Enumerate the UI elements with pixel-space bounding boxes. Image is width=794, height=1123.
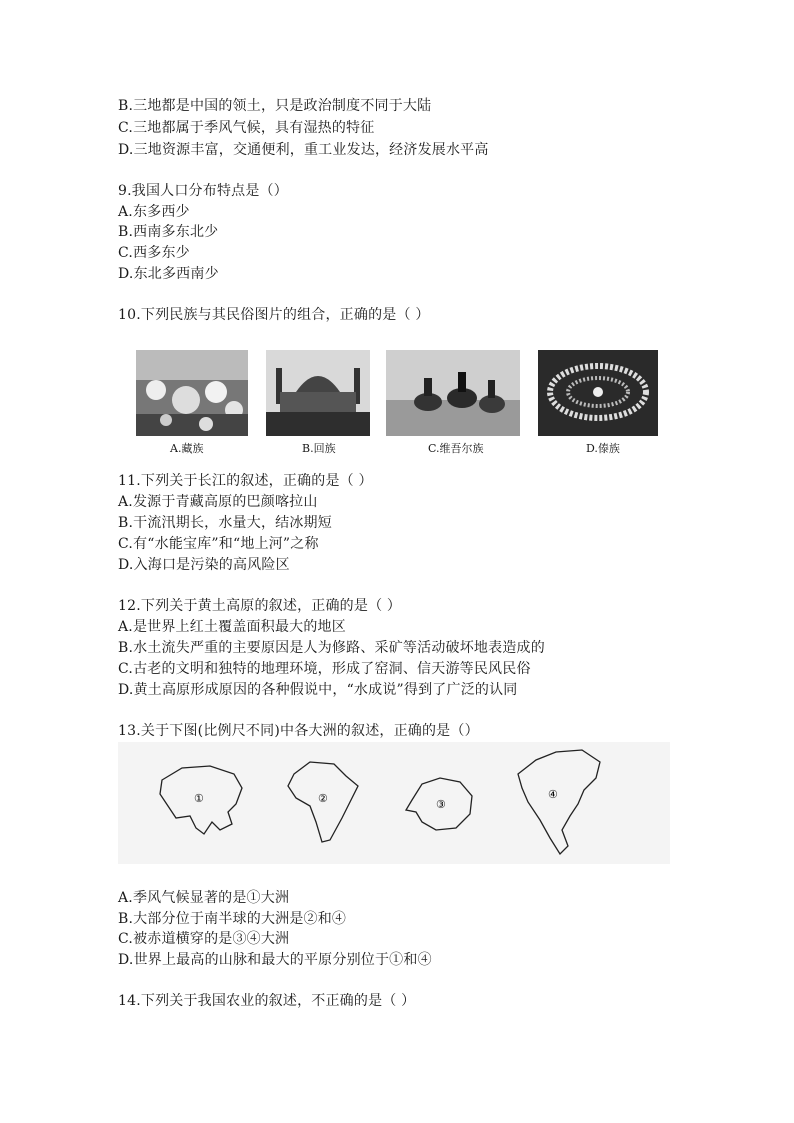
caption-b: B.回族: [302, 442, 336, 455]
q11-stem: 11.下列关于长江的叙述，正确的是（ ）: [118, 473, 373, 489]
q13-option-d: D.世界上最高的山脉和最大的平原分别位于①和④: [118, 952, 432, 968]
photo-b-mosque: [266, 350, 370, 436]
q14-stem: 14.下列关于我国农业的叙述，不正确的是（ ）: [118, 993, 416, 1009]
photo-c-horse-riding: [386, 350, 520, 436]
q12-option-c: C.古老的文明和独特的地理环境，形成了窑洞、信天游等民风民俗: [118, 661, 531, 677]
q13-option-b: B.大部分位于南半球的大洲是②和④: [118, 911, 347, 927]
caption-d: D.傣族: [586, 442, 620, 455]
photo-d-circle-dance: [538, 350, 658, 436]
continent-map-4-north-america: [512, 746, 606, 860]
caption-a: A.藏族: [170, 442, 204, 455]
continent-map-3-antarctica: [404, 770, 480, 838]
q11-option-b: B.干流汛期长，水量大，结冰期短: [118, 515, 332, 531]
continent-map-1-asia: [154, 760, 246, 846]
caption-c: C.维吾尔族: [428, 442, 484, 455]
q12-stem: 12.下列关于黄土高原的叙述，正确的是（ ）: [118, 598, 402, 614]
q13-continent-maps: [118, 742, 670, 864]
q12-option-b: B.水土流失严重的主要原因是人为修路、采矿等活动破坏地表造成的: [118, 640, 545, 656]
q9-option-c: C.西多东少: [118, 245, 190, 261]
q12-option-a: A.是世界上红土覆盖面积最大的地区: [118, 619, 346, 635]
q8-option-d: D.三地资源丰富，交通便利，重工业发达，经济发展水平高: [118, 142, 489, 158]
q11-option-d: D.入海口是污染的高风险区: [118, 557, 290, 573]
map-label-4: ④: [548, 788, 558, 801]
q11-option-a: A.发源于青藏高原的巴颜喀拉山: [118, 494, 318, 510]
q9-option-b: B.西南多东北少: [118, 224, 219, 240]
photo-a-water-festival: [136, 350, 248, 436]
q10-photo-strip: [118, 338, 670, 464]
q9-stem: 9.我国人口分布特点是（）: [118, 183, 288, 199]
q10-stem: 10.下列民族与其民俗图片的组合，正确的是（ ）: [118, 307, 430, 323]
map-label-2: ②: [318, 792, 328, 805]
q13-stem: 13.关于下图(比例尺不同)中各大洲的叙述，正确的是（）: [118, 723, 479, 739]
q9-option-a: A.东多西少: [118, 204, 190, 220]
map-label-1: ①: [194, 792, 204, 805]
q8-option-b: B.三地都是中国的领土，只是政治制度不同于大陆: [118, 98, 432, 114]
q11-option-c: C.有“水能宝库”和“地上河”之称: [118, 536, 319, 552]
continent-map-2-africa: [284, 756, 364, 848]
map-label-3: ③: [436, 798, 446, 811]
q12-option-d: D.黄土高原形成原因的各种假说中，“水成说”得到了广泛的认同: [118, 682, 518, 698]
q8-option-c: C.三地都属于季风气候，具有湿热的特征: [118, 120, 375, 136]
q9-option-d: D.东北多西南少: [118, 266, 219, 282]
q13-option-a: A.季风气候显著的是①大洲: [118, 890, 290, 906]
q13-option-c: C.被赤道横穿的是③④大洲: [118, 931, 290, 947]
